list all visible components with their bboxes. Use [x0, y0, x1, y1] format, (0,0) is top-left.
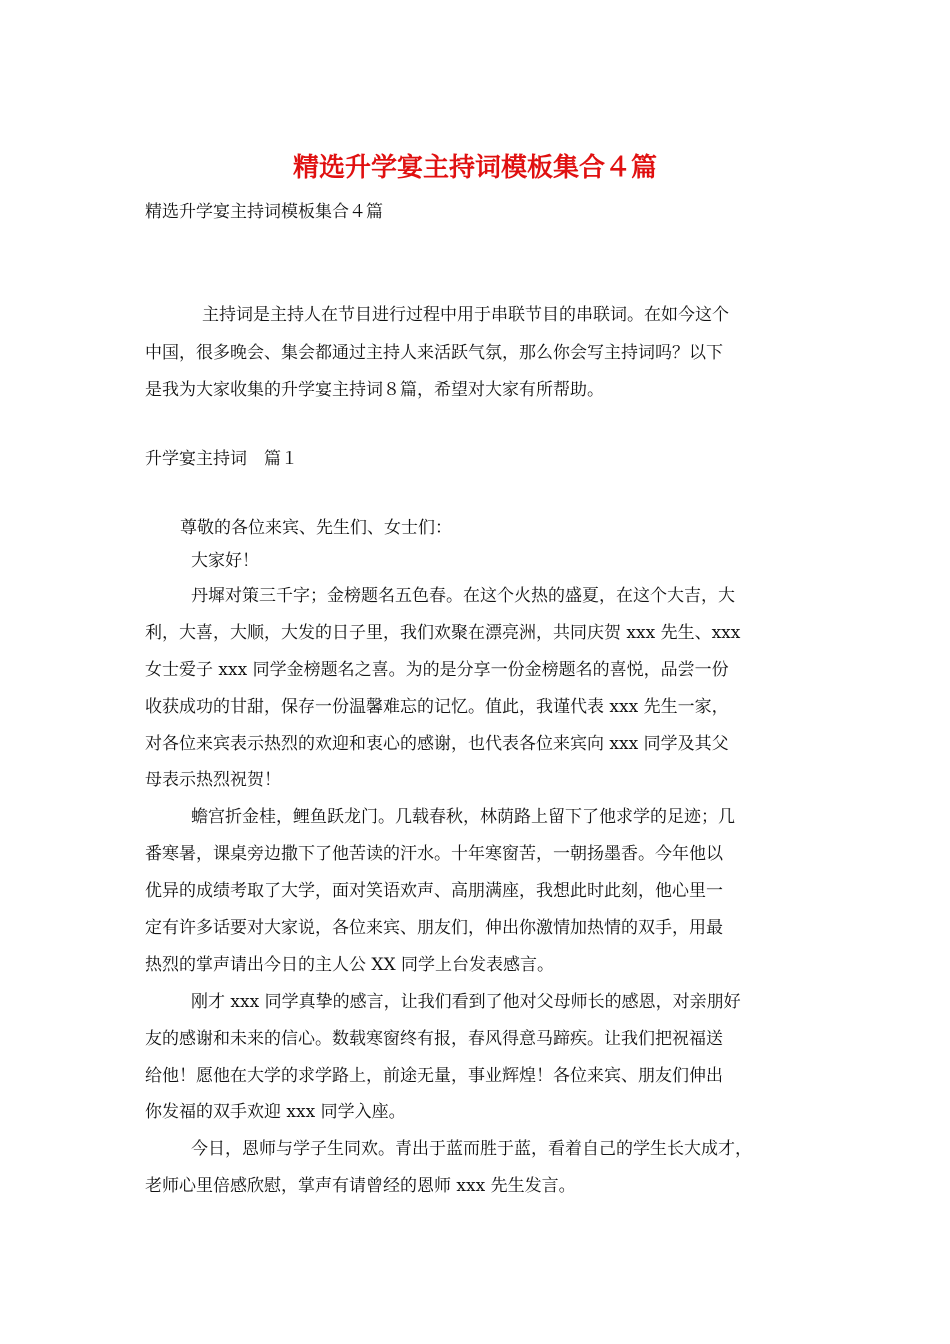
paragraph-3-line: 友的感谢和未来的信心。数载寒窗终有报，春风得意马蹄疾。让我们把祝福送 — [145, 1029, 723, 1049]
greeting-line: 尊敬的各位来宾、先生们、女士们： — [180, 518, 452, 538]
paragraph-2-line: 热烈的掌声请出今日的主人公 XX 同学上台发表感言。 — [145, 955, 555, 975]
paragraph-1-line: 丹墀对策三千字；金榜题名五色春。在这个火热的盛夏，在这个大吉，大 — [191, 586, 735, 606]
paragraph-1-line: 利，大喜，大顺，大发的日子里，我们欢聚在漂亮洲，共同庆贺 xxx 先生、xxx — [145, 623, 741, 643]
paragraph-4-line: 老师心里倍感欣慰，掌声有请曾经的恩师 xxx 先生发言。 — [145, 1176, 576, 1196]
paragraph-1-line: 母表示热烈祝贺！ — [145, 770, 281, 790]
section-heading: 升学宴主持词 篇１ — [145, 449, 298, 469]
intro-line-3: 是我为大家收集的升学宴主持词８篇，希望对大家有所帮助。 — [145, 380, 604, 400]
intro-line-1: 主持词是主持人在节目进行过程中用于串联节目的串联词。在如今这个 — [202, 305, 729, 325]
document-subtitle: 精选升学宴主持词模板集合４篇 — [145, 202, 383, 222]
paragraph-1-line: 对各位来宾表示热烈的欢迎和衷心的感谢，也代表各位来宾向 xxx 同学及其父 — [145, 734, 729, 754]
paragraph-2-line: 优异的成绩考取了大学，面对笑语欢声、高朋满座，我想此时此刻，他心里一 — [145, 881, 723, 901]
paragraph-1-line: 女士爱子 xxx 同学金榜题名之喜。为的是分享一份金榜题名的喜悦，品尝一份 — [145, 660, 729, 680]
intro-line-2: 中国，很多晚会、集会都通过主持人来活跃气氛，那么你会写主持词吗？以下 — [145, 343, 723, 363]
paragraph-3-line: 刚才 xxx 同学真挚的感言，让我们看到了他对父母师长的感恩，对亲朋好 — [191, 992, 741, 1012]
paragraph-4-line: 今日，恩师与学子生同欢。青出于蓝而胜于蓝，看着自己的学生长大成才， — [191, 1139, 752, 1159]
paragraph-2-line: 蟾宫折金桂，鲤鱼跃龙门。几载春秋，林荫路上留下了他求学的足迹；几 — [191, 807, 735, 827]
paragraph-3-line: 给他！愿他在大学的求学路上，前途无量，事业辉煌！各位来宾、朋友们伸出 — [145, 1066, 723, 1086]
paragraph-3-line: 你发福的双手欢迎 xxx 同学入座。 — [145, 1102, 406, 1122]
document-title: 精选升学宴主持词模板集合４篇 — [292, 153, 657, 183]
paragraph-2-line: 定有许多话要对大家说，各位来宾、朋友们，伸出你激情加热情的双手，用最 — [145, 918, 723, 938]
paragraph-1-line: 收获成功的甘甜，保存一份温馨难忘的记忆。值此，我谨代表 xxx 先生一家， — [145, 697, 729, 717]
hello-line: 大家好！ — [191, 551, 259, 571]
paragraph-2-line: 番寒暑，课桌旁边撒下了他苦读的汗水。十年寒窗苦，一朝扬墨香。今年他以 — [145, 844, 723, 864]
